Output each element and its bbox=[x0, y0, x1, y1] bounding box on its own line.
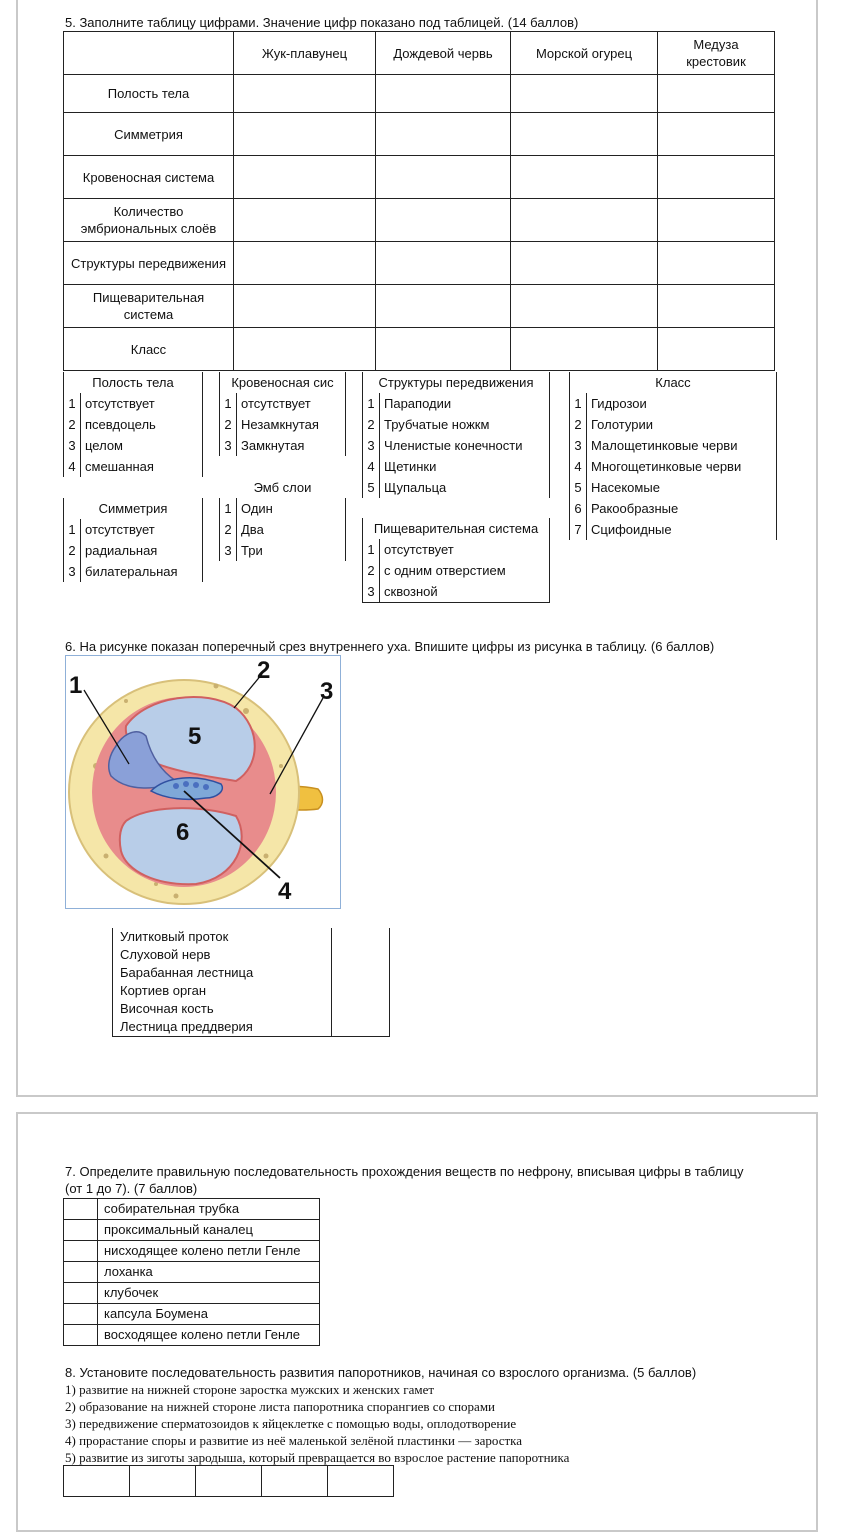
key-item: псевдоцель bbox=[81, 414, 203, 435]
key-item: радиальная bbox=[81, 540, 203, 561]
key-title: Полость тела bbox=[64, 372, 203, 393]
key-item: Замкнутая bbox=[237, 435, 346, 456]
key-item: целом bbox=[81, 435, 203, 456]
key-item: Незамкнутая bbox=[237, 414, 346, 435]
structure-name: Улитковый проток bbox=[113, 928, 332, 946]
q6-title: 6. На рисунке показан поперечный срез внутреннего уха. Впишите цифры из рисунка в таблицу. (6 баллов) bbox=[65, 639, 715, 654]
nephron-part: восходящее колено петли Генле bbox=[98, 1325, 320, 1346]
key-item: билатеральная bbox=[81, 561, 203, 582]
answer-cell[interactable] bbox=[234, 328, 376, 371]
answer-cell[interactable] bbox=[64, 1283, 98, 1304]
structure-name: Слуховой нерв bbox=[113, 946, 332, 964]
q8-title: 8. Установите последовательность развития папоротников, начиная со взрослого организма. (5 баллов) bbox=[65, 1365, 697, 1380]
answer-cell[interactable] bbox=[332, 964, 390, 982]
key-title: Кровеносная сис bbox=[220, 372, 346, 393]
answer-cell[interactable] bbox=[262, 1466, 328, 1497]
answer-cell[interactable] bbox=[376, 75, 511, 113]
answer-cell[interactable] bbox=[332, 1000, 390, 1018]
answer-cell[interactable] bbox=[64, 1466, 130, 1497]
row-header: Пищеварительная система bbox=[64, 285, 234, 328]
answer-cell[interactable] bbox=[332, 1018, 390, 1037]
answer-cell[interactable] bbox=[64, 1199, 98, 1220]
key-item: отсутствует bbox=[237, 393, 346, 414]
figure-label-2: 2 bbox=[257, 657, 271, 684]
answer-cell[interactable] bbox=[234, 75, 376, 113]
answer-cell[interactable] bbox=[64, 1325, 98, 1346]
answer-cell[interactable] bbox=[376, 199, 511, 242]
nephron-part: клубочек bbox=[98, 1283, 320, 1304]
col-header: Дождевой червь bbox=[376, 32, 511, 75]
step-item: 1) развитие на нижней стороне заростка мужских и женских гамет bbox=[65, 1382, 435, 1397]
key-item: Три bbox=[237, 540, 346, 561]
row-header: Количество эмбриональных слоёв bbox=[64, 199, 234, 242]
structure-name: Лестница преддверия bbox=[113, 1018, 332, 1037]
key-symmetry: Симметрия 1 отсутствует 2 радиальная 3 билатеральная bbox=[63, 498, 203, 582]
answer-cell[interactable] bbox=[64, 1262, 98, 1283]
q8-steps bbox=[65, 1381, 569, 1466]
answer-cell[interactable] bbox=[332, 928, 390, 946]
key-title: Симметрия bbox=[64, 498, 203, 519]
corner-cell bbox=[64, 32, 234, 75]
step-item: 4) прорастание споры и развитие из неё маленькой зелёной пластинки — заростка bbox=[65, 1433, 523, 1448]
structure-name: Барабанная лестница bbox=[113, 964, 332, 982]
answer-cell[interactable] bbox=[332, 982, 390, 1000]
answer-cell[interactable] bbox=[64, 1241, 98, 1262]
answer-cell[interactable] bbox=[64, 1220, 98, 1241]
key-item: Щетинки bbox=[380, 456, 550, 477]
col-header: Морской огурец bbox=[511, 32, 658, 75]
row-header: Структуры передвижения bbox=[64, 242, 234, 285]
answer-cell[interactable] bbox=[376, 156, 511, 199]
q5-answer-table bbox=[63, 31, 775, 371]
nephron-part: нисходящее колено петли Генле bbox=[98, 1241, 320, 1262]
key-title: Эмб слои bbox=[253, 480, 312, 495]
row-header: Класс bbox=[64, 328, 234, 371]
key-item: Ракообразные bbox=[587, 498, 777, 519]
key-item: Насекомые bbox=[587, 477, 777, 498]
answer-cell[interactable] bbox=[658, 285, 775, 328]
answer-cell[interactable] bbox=[376, 285, 511, 328]
answer-cell[interactable] bbox=[376, 113, 511, 156]
key-item: Членистые конечности bbox=[380, 435, 550, 456]
key-item: Параподии bbox=[380, 393, 550, 414]
figure-label-4: 4 bbox=[278, 878, 292, 905]
answer-cell[interactable] bbox=[234, 242, 376, 285]
key-item: Один bbox=[237, 498, 346, 519]
answer-cell[interactable] bbox=[658, 242, 775, 285]
row-header: Симметрия bbox=[64, 113, 234, 156]
answer-cell[interactable] bbox=[511, 75, 658, 113]
answer-cell[interactable] bbox=[511, 156, 658, 199]
row-header: Кровеносная система bbox=[64, 156, 234, 199]
key-item: отсутствует bbox=[81, 519, 203, 540]
answer-cell[interactable] bbox=[64, 1304, 98, 1325]
structure-name: Височная кость bbox=[113, 1000, 332, 1018]
answer-cell[interactable] bbox=[658, 75, 775, 113]
key-title: Класс bbox=[570, 372, 777, 393]
q8-answer-table bbox=[63, 1465, 394, 1497]
row-header: Полость тела bbox=[64, 75, 234, 113]
answer-cell[interactable] bbox=[376, 328, 511, 371]
answer-cell[interactable] bbox=[234, 199, 376, 242]
figure-label-5: 5 bbox=[188, 723, 202, 750]
figure-label-3: 3 bbox=[320, 678, 334, 705]
answer-cell[interactable] bbox=[234, 156, 376, 199]
answer-cell[interactable] bbox=[234, 113, 376, 156]
answer-cell[interactable] bbox=[130, 1466, 196, 1497]
key-title: Структуры передвижения bbox=[363, 372, 550, 393]
key-item: Гидрозои bbox=[587, 393, 777, 414]
answer-cell[interactable] bbox=[511, 199, 658, 242]
col-header: Жук-плавунец bbox=[234, 32, 376, 75]
cochlea-cross-section-image bbox=[66, 656, 341, 909]
key-item: Сцифоидные bbox=[587, 519, 777, 540]
structure-name: Кортиев орган bbox=[113, 982, 332, 1000]
nephron-part: собирательная трубка bbox=[98, 1199, 320, 1220]
key-item: Трубчатые ножкм bbox=[380, 414, 550, 435]
key-item: с одним отверстием bbox=[380, 560, 550, 581]
key-item: Многощетинковые черви bbox=[587, 456, 777, 477]
key-germ-layers: Эмб слои 1 Один 2 Два 3 Три bbox=[219, 477, 346, 561]
nephron-part: капсула Боумена bbox=[98, 1304, 320, 1325]
answer-cell[interactable] bbox=[658, 328, 775, 371]
figure-label-6: 6 bbox=[176, 819, 190, 846]
answer-cell[interactable] bbox=[332, 946, 390, 964]
answer-cell[interactable] bbox=[658, 113, 775, 156]
q6-answer-table bbox=[112, 928, 390, 1037]
q7-answer-table bbox=[63, 1198, 320, 1346]
answer-cell[interactable] bbox=[511, 113, 658, 156]
key-digestive: Пищеварительная система 1 отсутствует 2 с одним отверстием 3 сквозной bbox=[362, 518, 550, 603]
step-item: 5) развитие из зиготы зародыша, который превращается во взрослое растение папоротника bbox=[65, 1450, 570, 1465]
q5-title: 5. Заполните таблицу цифрами. Значение цифр показано под таблицей. (14 баллов) bbox=[65, 15, 579, 30]
answer-cell[interactable] bbox=[658, 199, 775, 242]
answer-cell[interactable] bbox=[511, 285, 658, 328]
answer-cell[interactable] bbox=[328, 1466, 394, 1497]
answer-cell[interactable] bbox=[196, 1466, 262, 1497]
key-item: Щупальца bbox=[380, 477, 550, 498]
figure-label-1: 1 bbox=[69, 672, 83, 699]
step-item: 3) передвижение сперматозоидов к яйцеклетке с помощью воды, оплодотворение bbox=[65, 1416, 517, 1431]
key-item: Два bbox=[237, 519, 346, 540]
answer-cell[interactable] bbox=[511, 328, 658, 371]
key-class: Класс 1 Гидрозои 2 Голотурии 3 Малощетинковые черви 4 Многощетинковые черви 5 Насекомые 6 Ракообразные 7 Сцифоидные bbox=[569, 372, 777, 540]
key-locomotion: Структуры передвижения 1 Параподии 2 Трубчатые ножкм 3 Членистые конечности 4 Щетинки 5 Щупальца bbox=[362, 372, 550, 498]
key-circulatory: Кровеносная сис 1 отсутствует 2 Незамкнутая 3 Замкнутая bbox=[219, 372, 346, 456]
key-item: смешанная bbox=[81, 456, 203, 477]
col-header: Медуза крестовик bbox=[658, 32, 775, 75]
answer-cell[interactable] bbox=[234, 285, 376, 328]
answer-cell[interactable] bbox=[511, 242, 658, 285]
answer-cell[interactable] bbox=[376, 242, 511, 285]
step-item: 2) образование на нижней стороне листа папоротника спорангиев со спорами bbox=[65, 1399, 496, 1414]
nephron-part: проксимальный каналец bbox=[98, 1220, 320, 1241]
answer-cell[interactable] bbox=[658, 156, 775, 199]
key-item: Малощетинковые черви bbox=[587, 435, 777, 456]
key-body-cavity: Полость тела 1 отсутствует 2 псевдоцель 3 целом 4 смешанная bbox=[63, 372, 203, 477]
q7-title: 7. Определите правильную последовательность прохождения веществ по нефрону, вписывая цифры в таблицу (от 1 до 7). (7 баллов) bbox=[65, 1164, 744, 1196]
key-title: Пищеварительная система bbox=[363, 518, 550, 539]
key-item: сквозной bbox=[380, 581, 550, 603]
key-item: отсутствует bbox=[81, 393, 203, 414]
key-item: отсутствует bbox=[380, 539, 550, 560]
nephron-part: лоханка bbox=[98, 1262, 320, 1283]
inner-ear-figure bbox=[65, 655, 341, 909]
key-item: Голотурии bbox=[587, 414, 777, 435]
